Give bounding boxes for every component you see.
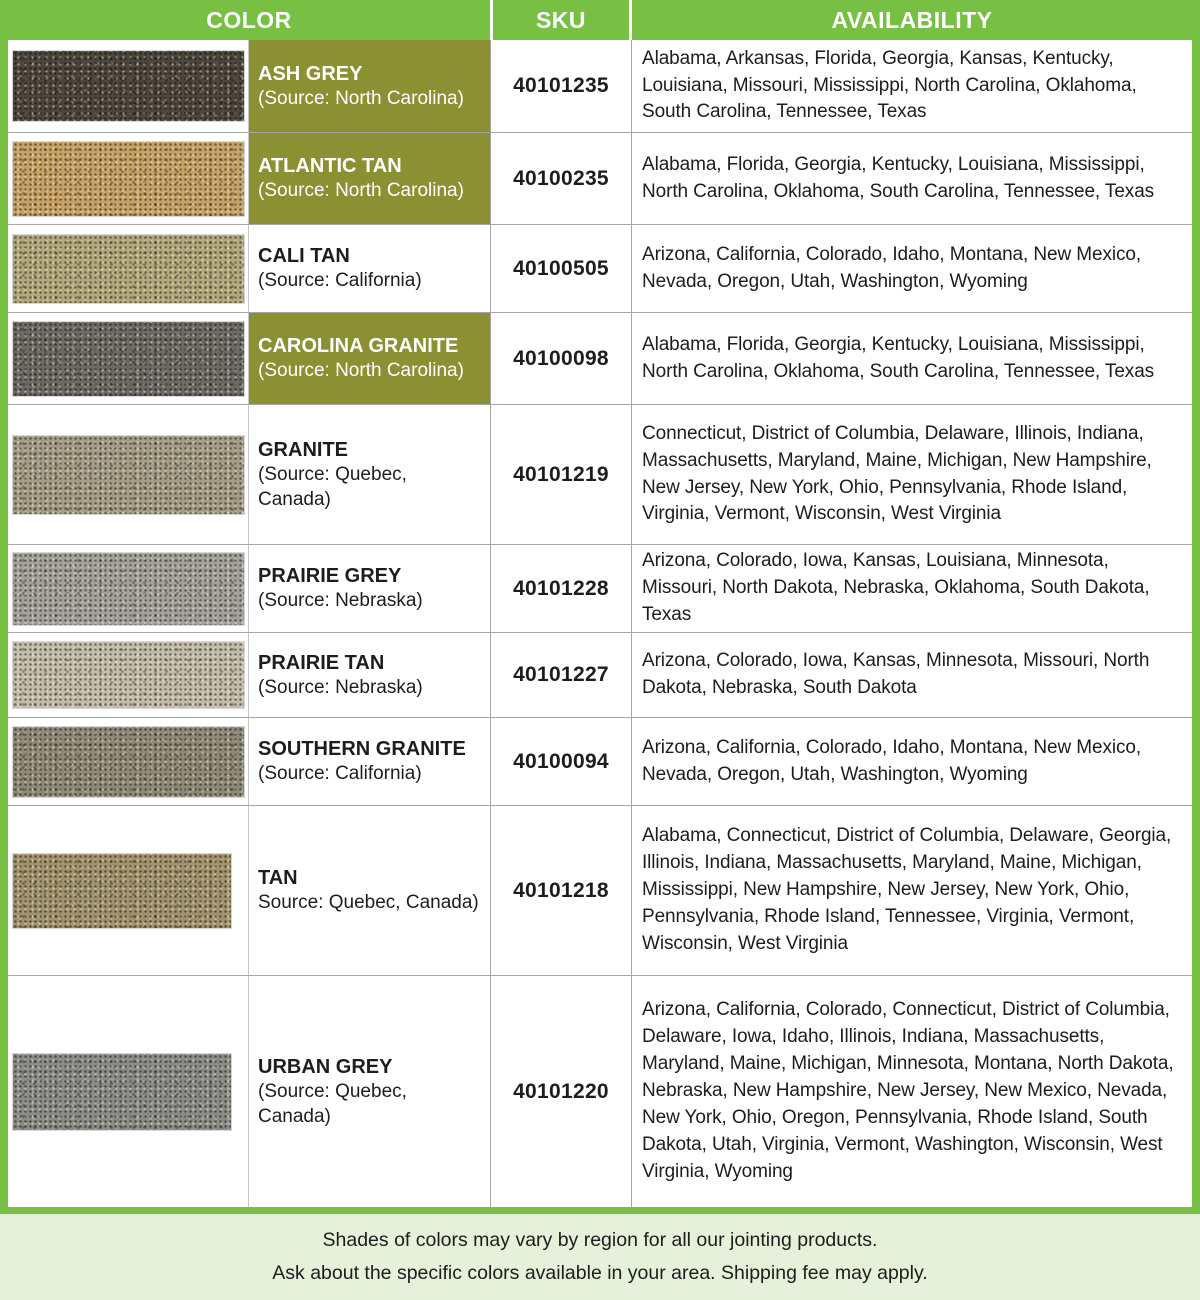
availability-text: Arizona, Colorado, Iowa, Kansas, Minnesota, Missouri, North Dakota, Nebraska, South Dakota [642, 650, 1150, 698]
color-swatch-cell [8, 225, 248, 312]
availability-list [632, 405, 1192, 544]
color-name: PRAIRIE TAN [258, 651, 385, 674]
sku-value: 40101235 [490, 40, 632, 132]
table-row-prairie-grey [8, 545, 1192, 633]
color-swatch [12, 141, 245, 217]
availability-list [632, 976, 1192, 1207]
sku-value: 40101227 [490, 633, 632, 717]
color-swatch [12, 321, 245, 397]
color-source: (Source: Quebec, Canada) [258, 463, 407, 510]
color-name-cell [248, 133, 490, 224]
color-name-cell [248, 225, 490, 312]
color-name-cell [248, 545, 490, 632]
availability-list [632, 225, 1192, 312]
color-swatch-cell [8, 633, 248, 717]
color-name-cell [248, 976, 490, 1207]
color-swatch [12, 853, 232, 929]
column-header-sku: SKU [490, 0, 632, 40]
color-source: (Source: Nebraska) [258, 590, 423, 612]
color-name: URBAN GREY [258, 1055, 393, 1078]
table-row-carolina-granite [8, 313, 1192, 405]
availability-list [632, 718, 1192, 805]
color-source: (Source: California) [258, 270, 422, 292]
color-swatch-cell [8, 545, 248, 632]
color-swatch-cell [8, 40, 248, 132]
table-row-southern-granite [8, 718, 1192, 806]
availability-text: Alabama, Connecticut, District of Columbia, Delaware, Georgia, Illinois, Indiana, Massachusetts, Maryland, Maine, Michigan, Mississippi, New Hampshire, New Jersey, New York, Ohio, Pennsylvania, Rhode Island, Tennessee, Virginia, Vermont, Wisconsin, West Virginia [642, 825, 1172, 954]
color-swatch [12, 234, 245, 304]
color-name: ATLANTIC TAN [258, 155, 402, 178]
sku-value: 40100098 [490, 313, 632, 404]
table-row-urban-grey [8, 976, 1192, 1207]
availability-text: Arizona, California, Colorado, Idaho, Montana, New Mexico, Nevada, Oregon, Utah, Washington, Wyoming [642, 736, 1142, 785]
availability-list [632, 313, 1192, 404]
table-row-tan [8, 806, 1192, 976]
sku-value: 40100094 [490, 718, 632, 805]
table-header [8, 0, 1192, 40]
color-swatch [12, 50, 245, 122]
table-row-prairie-tan [8, 633, 1192, 718]
color-swatch [12, 552, 245, 626]
color-source: Source: Quebec, Canada) [258, 892, 479, 914]
availability-list [632, 545, 1192, 632]
color-name-cell [248, 405, 490, 544]
table-row-cali-tan [8, 225, 1192, 313]
color-swatch-cell [8, 133, 248, 224]
color-swatch-cell [8, 806, 248, 975]
availability-text: Connecticut, District of Columbia, Delaware, Illinois, Indiana, Massachusetts, Maryland, Maine, Michigan, New Hampshire, New Jersey, New York, Ohio, Pennsylvania, Rhode Island, Virginia, Vermont, Wisconsin, West Virginia [642, 422, 1152, 525]
color-name-cell [248, 40, 490, 132]
color-name-cell [248, 806, 490, 975]
color-source: (Source: Nebraska) [258, 676, 423, 698]
color-swatch [12, 435, 245, 515]
color-swatch [12, 1053, 232, 1131]
color-name: TAN [258, 867, 298, 890]
availability-text: Arizona, California, Colorado, Idaho, Montana, New Mexico, Nevada, Oregon, Utah, Washington, Wyoming [642, 243, 1142, 292]
sku-value: 40101219 [490, 405, 632, 544]
color-name-cell [248, 718, 490, 805]
color-source: (Source: North Carolina) [258, 360, 464, 382]
sku-value: 40101228 [490, 545, 632, 632]
color-swatch-cell [8, 718, 248, 805]
availability-list [632, 633, 1192, 717]
color-name: CAROLINA GRANITE [258, 335, 459, 358]
color-name-cell [248, 633, 490, 717]
availability-text: Alabama, Florida, Georgia, Kentucky, Louisiana, Mississippi, North Carolina, Oklahoma, South Carolina, Tennessee, Texas [642, 153, 1155, 202]
availability-text: Arizona, California, Colorado, Connecticut, District of Columbia, Delaware, Iowa, Idaho, Illinois, Indiana, Massachusetts, Maryland, Maine, Michigan, Minnesota, Montana, North Dakota, Nebraska, New Hampshire, New Jersey, New Mexico, Nevada, New York, Ohio, Oregon, Pennsylvania, Rhode Island, South Dakota, Utah, Virginia, Vermont, Washington, Wisconsin, West Virginia, Wyoming [642, 999, 1174, 1182]
color-source: (Source: Quebec, Canada) [258, 1080, 407, 1127]
availability-list [632, 806, 1192, 975]
color-name: PRAIRIE GREY [258, 565, 402, 588]
footer-note [0, 1214, 1200, 1300]
color-swatch-cell [8, 405, 248, 544]
color-source: (Source: North Carolina) [258, 180, 464, 202]
color-name: CALI TAN [258, 245, 350, 268]
availability-text: Arizona, Colorado, Iowa, Kansas, Louisiana, Minnesota, Missouri, North Dakota, Nebraska, Oklahoma, South Dakota, Texas [642, 550, 1150, 625]
availability-text: Alabama, Florida, Georgia, Kentucky, Louisiana, Mississippi, North Carolina, Oklahoma, South Carolina, Tennessee, Texas [642, 333, 1155, 382]
sku-value: 40101218 [490, 806, 632, 975]
sku-value: 40100505 [490, 225, 632, 312]
color-swatch-cell [8, 976, 248, 1207]
availability-text: Alabama, Arkansas, Florida, Georgia, Kansas, Kentucky, Louisiana, Missouri, Mississippi, North Carolina, Oklahoma, South Carolina, Tennessee, Texas [642, 47, 1137, 123]
color-source: (Source: California) [258, 763, 422, 785]
footer-note-line1: Shades of colors may vary by region for all our jointing products. [322, 1228, 878, 1251]
color-name-cell [248, 313, 490, 404]
sku-value: 40101220 [490, 976, 632, 1207]
table-row-atlantic-tan [8, 133, 1192, 225]
availability-list [632, 40, 1192, 132]
color-name: ASH GREY [258, 62, 363, 85]
table-row-granite [8, 405, 1192, 545]
color-swatch-cell [8, 313, 248, 404]
table-row-ash-grey [8, 40, 1192, 133]
sku-value: 40100235 [490, 133, 632, 224]
availability-list [632, 133, 1192, 224]
color-name: SOUTHERN GRANITE [258, 738, 466, 761]
color-swatch [12, 641, 245, 709]
footer-note-line2: Ask about the specific colors available in your area. Shipping fee may apply. [272, 1262, 928, 1284]
column-header-availability: AVAILABILITY [831, 6, 993, 33]
color-name: GRANITE [258, 438, 348, 461]
column-header-color: COLOR [206, 6, 292, 33]
color-source: (Source: North Carolina) [258, 87, 464, 109]
color-swatch [12, 726, 245, 798]
